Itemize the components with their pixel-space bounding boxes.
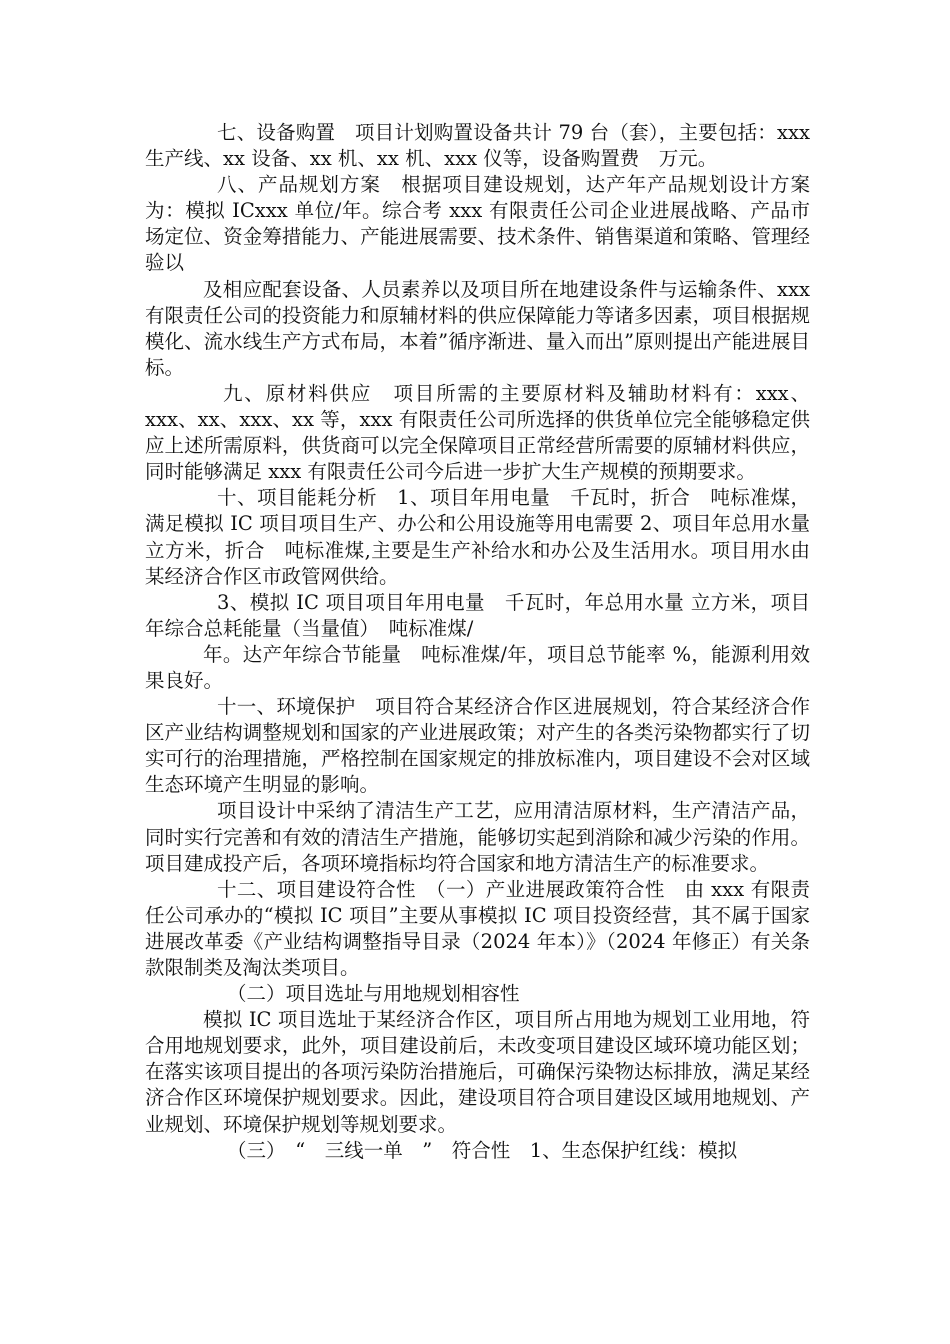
subheading-site-selection: （二）项目选址与用地规划相容性	[227, 982, 520, 1006]
paragraph-energy-saving: 年。达产年综合节能量 吨标准煤/年，项目总节能率 %，能源利用效果良好。	[145, 642, 810, 692]
paragraph-equipment-purchase: 七、设备购置 项目计划购置设备共计 79 台（套），主要包括：xxx 生产线、xx 设备、xx 机、xx 机、xxx 仪等，设备购置费 万元。	[145, 121, 810, 171]
paragraph-raw-materials: 九、原材料供应 项目所需的主要原材料及辅助材料有：xxx、xxx、xx、xxx、xx 等，xxx 有限责任公司所选择的供货单位完全能够稳定供应上述所需原料，供货商可以完全保障项目正常经营所需要的原辅材料供应，同时能够满足 xxx 有限责任公司今后进一步扩大生产规模的预期要求。	[145, 381, 810, 484]
paragraph-environment: 十一、环境保护 项目符合某经济合作区进展规划，符合某经济合作区产业结构调整规划和国家的产业进展政策；对产生的各类污染物都实行了切实可行的治理措施，严格控制在国家规定的排放标准内，项目建设不会对区域生态环境产生明显的影响。	[145, 695, 810, 797]
paragraph-site-selection: 模拟 IC 项目选址于某经济合作区，项目所占用地为规划工业用地，符合用地规划要求，此外，项目建设前后，未改变项目建设区域环境功能区划；在落实该项目提出的各项污染防治措施后，可确保污染物达标排放，满足某经济合作区环境保护规划要求。因此，建设项目符合项目建设区域用地规划、产业规划、环境保护规划等规划要求。	[145, 1008, 810, 1136]
paragraph-product-plan-continued: 及相应配套设备、人员素养以及项目所在地建设条件与运输条件、xxx 有限责任公司的投资能力和原辅材料的供应保障能力等诸多因素，项目根据规模化、流水线生产方式布局，本着”循序渐进、量入而出”原则提出产能进展目标。	[145, 277, 810, 379]
paragraph-product-plan: 八、产品规划方案 根据项目建设规划，达产年产品规划设计方案为：模拟 ICxxx 单位/年。综合考 xxx 有限责任公司企业进展战略、产品市场定位、资金筹措能力、产能进展需要、技术条件、销售渠道和策略、管理经验以	[145, 173, 810, 275]
paragraph-energy-totals: 3、模拟 IC 项目项目年用电量 千瓦时，年总用水量 立方米，项目年综合总耗能量（当量值） 吨标准煤/	[145, 590, 810, 640]
paragraph-three-lines-one-list: （三） “ 三线一单 ” 符合性 1、生态保护红线：模拟	[227, 1138, 738, 1162]
document-body	[145, 120, 830, 1164]
paragraph-energy-analysis: 十、项目能耗分析 1、项目年用电量 千瓦时，折合 吨标准煤，满足模拟 IC 项目项目生产、办公和公用设施等用电需要 2、项目年总用水量 立方米，折合 吨标准煤,主要是生产补给水和办公及生活用水。项目用水由某经济合作区市政管网供给。	[145, 486, 830, 588]
paragraph-clean-production: 项目设计中采纳了清洁生产工艺，应用清洁原材料，生产清洁产品，同时实行完善和有效的清洁生产措施，能够切实起到消除和减少污染的作用。项目建成投产后，各项环境指标均符合国家和地方清洁生产的标准要求。	[145, 799, 810, 875]
paragraph-compliance: 十二、项目建设符合性 （一）产业进展政策符合性 由 xxx 有限责任公司承办的“模拟 IC 项目”主要从事模拟 IC 项目投资经营，其不属于国家进展改革委《产业结构调整指导目录（2024 年本）》（2024 年修正）有关条款限制类及淘汰类项目。	[145, 877, 810, 979]
